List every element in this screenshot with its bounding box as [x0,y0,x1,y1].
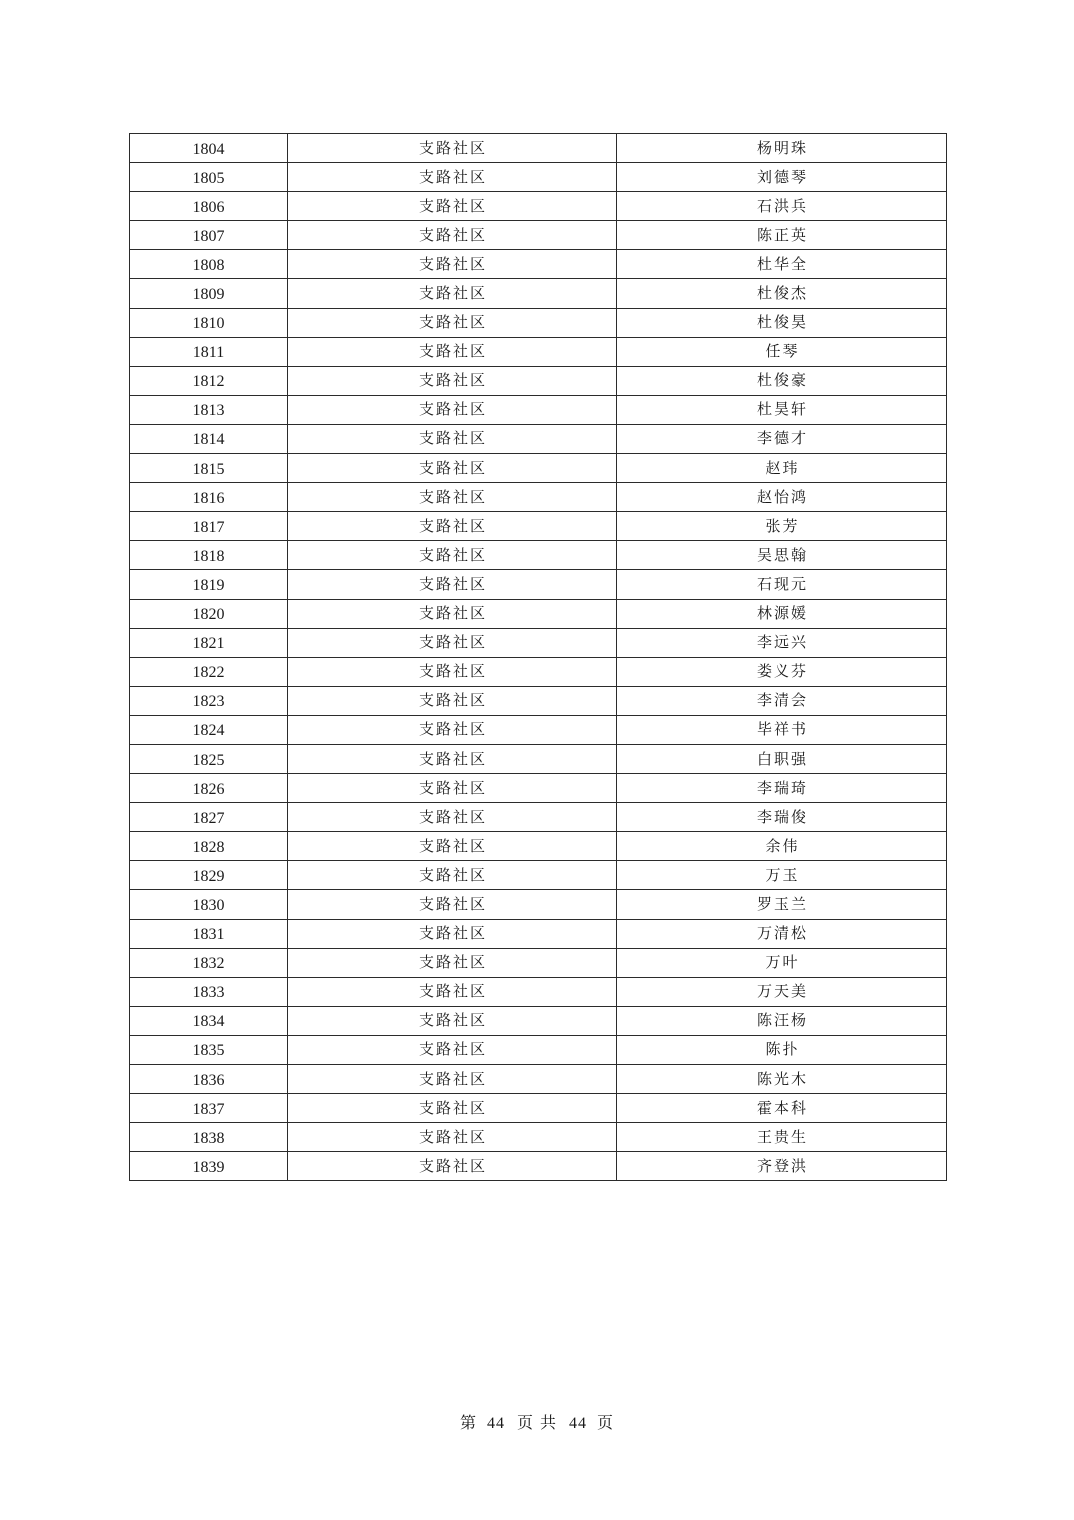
community-cell: 支路社区 [288,774,617,803]
row-number-cell: 1805 [130,163,288,192]
name-cell: 齐登洪 [617,1152,947,1181]
community-cell: 支路社区 [288,512,617,541]
name-cell: 罗玉兰 [617,890,947,919]
table-row [130,1152,947,1181]
name-cell: 李德才 [617,424,947,453]
community-cell: 支路社区 [288,308,617,337]
table-row [130,628,947,657]
name-cell: 王贵生 [617,1123,947,1152]
community-cell: 支路社区 [288,1006,617,1035]
table-row [130,395,947,424]
row-number-cell: 1810 [130,308,288,337]
name-cell: 李瑞琦 [617,774,947,803]
row-number-cell: 1831 [130,919,288,948]
name-cell: 李远兴 [617,628,947,657]
community-cell: 支路社区 [288,1152,617,1181]
row-number-cell: 1809 [130,279,288,308]
community-cell: 支路社区 [288,686,617,715]
name-cell: 毕祥书 [617,715,947,744]
footer-current-page: 44 [486,1415,505,1432]
name-cell: 杜昊轩 [617,395,947,424]
community-cell: 支路社区 [288,424,617,453]
community-cell: 支路社区 [288,163,617,192]
row-number-cell: 1836 [130,1065,288,1094]
row-number-cell: 1835 [130,1035,288,1064]
row-number-cell: 1824 [130,715,288,744]
row-number-cell: 1827 [130,803,288,832]
community-cell: 支路社区 [288,1123,617,1152]
table-row [130,250,947,279]
row-number-cell: 1820 [130,599,288,628]
row-number-cell: 1822 [130,657,288,686]
table-row [130,163,947,192]
row-number-cell: 1808 [130,250,288,279]
community-cell: 支路社区 [288,1094,617,1123]
row-number-cell: 1839 [130,1152,288,1181]
row-number-cell: 1819 [130,570,288,599]
community-cell: 支路社区 [288,890,617,919]
name-cell: 万清松 [617,919,947,948]
community-cell: 支路社区 [288,1065,617,1094]
table-row [130,279,947,308]
table-row [130,1094,947,1123]
table-row [130,1006,947,1035]
community-cell: 支路社区 [288,803,617,832]
table-row [130,221,947,250]
community-cell: 支路社区 [288,599,617,628]
name-cell: 杜俊昊 [617,308,947,337]
row-number-cell: 1814 [130,424,288,453]
row-number-cell: 1804 [130,134,288,163]
name-cell: 娄义芬 [617,657,947,686]
community-cell: 支路社区 [288,919,617,948]
community-cell: 支路社区 [288,832,617,861]
name-cell: 赵玮 [617,454,947,483]
name-cell: 万天美 [617,977,947,1006]
community-cell: 支路社区 [288,279,617,308]
row-number-cell: 1817 [130,512,288,541]
page-footer [0,1410,1074,1433]
row-number-cell: 1828 [130,832,288,861]
row-number-cell: 1813 [130,395,288,424]
table-row [130,1123,947,1152]
table-row [130,599,947,628]
name-cell: 余伟 [617,832,947,861]
community-cell: 支路社区 [288,134,617,163]
name-cell: 石洪兵 [617,192,947,221]
row-number-cell: 1821 [130,628,288,657]
name-cell: 石现元 [617,570,947,599]
community-cell: 支路社区 [288,977,617,1006]
name-cell: 霍本科 [617,1094,947,1123]
row-number-cell: 1826 [130,774,288,803]
footer-suffix: 页 [597,1413,615,1432]
table-row [130,134,947,163]
name-cell: 陈正英 [617,221,947,250]
community-cell: 支路社区 [288,454,617,483]
row-number-cell: 1825 [130,744,288,773]
community-cell: 支路社区 [288,744,617,773]
name-cell: 杨明珠 [617,134,947,163]
row-number-cell: 1815 [130,454,288,483]
row-number-cell: 1806 [130,192,288,221]
community-cell: 支路社区 [288,221,617,250]
row-number-cell: 1811 [130,337,288,366]
name-cell: 陈汪杨 [617,1006,947,1035]
row-number-cell: 1837 [130,1094,288,1123]
table-row [130,919,947,948]
table-row [130,774,947,803]
name-cell: 白职强 [617,744,947,773]
community-cell: 支路社区 [288,366,617,395]
table-row [130,308,947,337]
table-row [130,948,947,977]
row-number-cell: 1816 [130,483,288,512]
community-cell: 支路社区 [288,395,617,424]
table-row [130,192,947,221]
table-row [130,832,947,861]
name-cell: 陈光木 [617,1065,947,1094]
table-row [130,861,947,890]
table-row [130,424,947,453]
table-row [130,366,947,395]
table-row [130,1065,947,1094]
community-cell: 支路社区 [288,1035,617,1064]
community-cell: 支路社区 [288,192,617,221]
name-cell: 任琴 [617,337,947,366]
row-number-cell: 1812 [130,366,288,395]
community-cell: 支路社区 [288,250,617,279]
table-row [130,657,947,686]
table-row [130,715,947,744]
row-number-cell: 1833 [130,977,288,1006]
name-cell: 张芳 [617,512,947,541]
table-row [130,744,947,773]
name-cell: 林源媛 [617,599,947,628]
row-number-cell: 1830 [130,890,288,919]
table-row [130,686,947,715]
name-cell: 杜俊豪 [617,366,947,395]
name-cell: 吴思翰 [617,541,947,570]
table-row [130,512,947,541]
row-number-cell: 1838 [130,1123,288,1152]
row-number-cell: 1807 [130,221,288,250]
community-cell: 支路社区 [288,337,617,366]
table-row [130,454,947,483]
table-row [130,1035,947,1064]
table-row [130,541,947,570]
name-cell: 刘德琴 [617,163,947,192]
table-row [130,337,947,366]
row-number-cell: 1832 [130,948,288,977]
footer-prefix: 第 [459,1413,477,1432]
footer-middle: 页 共 [516,1413,558,1432]
name-cell: 杜俊杰 [617,279,947,308]
name-cell: 杜华全 [617,250,947,279]
footer-total-pages: 44 [569,1415,588,1432]
community-cell: 支路社区 [288,483,617,512]
row-number-cell: 1818 [130,541,288,570]
name-cell: 李清会 [617,686,947,715]
community-cell: 支路社区 [288,628,617,657]
table-row [130,977,947,1006]
community-cell: 支路社区 [288,541,617,570]
roster-table [129,133,947,1181]
name-cell: 李瑞俊 [617,803,947,832]
community-cell: 支路社区 [288,861,617,890]
table-row [130,803,947,832]
table-row [130,483,947,512]
community-cell: 支路社区 [288,715,617,744]
table-row [130,570,947,599]
name-cell: 万玉 [617,861,947,890]
roster-table-body [130,134,947,1181]
name-cell: 赵怡鸿 [617,483,947,512]
row-number-cell: 1823 [130,686,288,715]
community-cell: 支路社区 [288,948,617,977]
name-cell: 万叶 [617,948,947,977]
community-cell: 支路社区 [288,657,617,686]
table-row [130,890,947,919]
row-number-cell: 1829 [130,861,288,890]
name-cell: 陈扑 [617,1035,947,1064]
row-number-cell: 1834 [130,1006,288,1035]
community-cell: 支路社区 [288,570,617,599]
